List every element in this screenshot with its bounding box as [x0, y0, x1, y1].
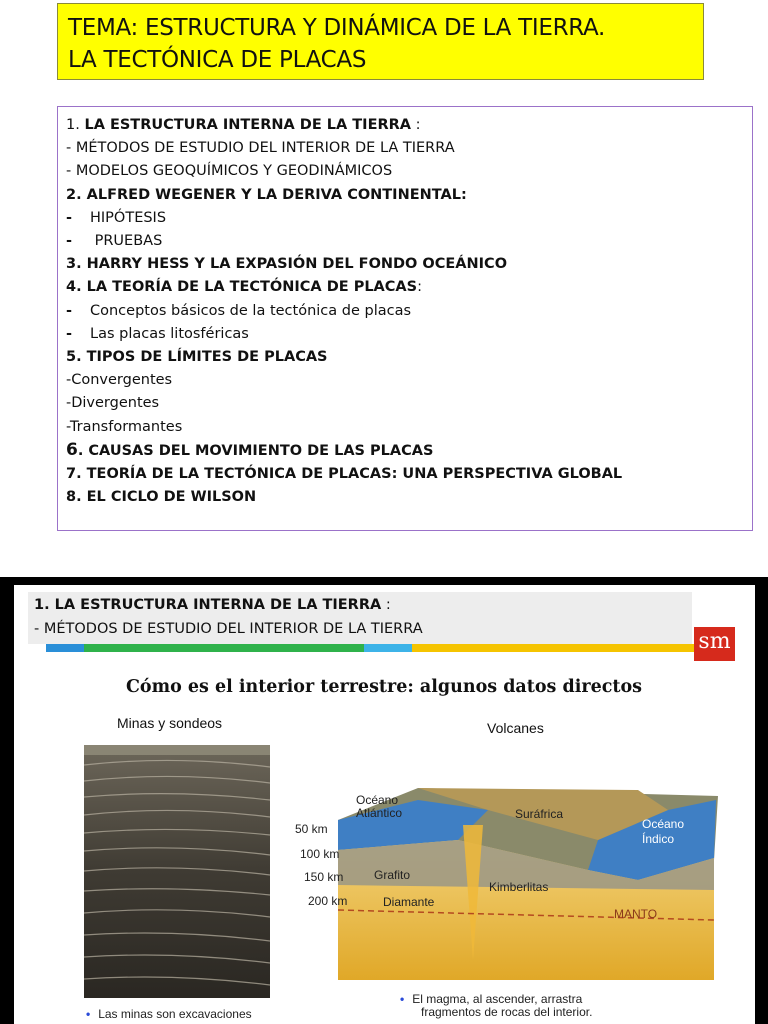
slide-title-line1: TEMA: ESTRUCTURA Y DINÁMICA DE LA TIERRA. [68, 15, 606, 41]
open-pit-mine-image [84, 745, 270, 998]
slide-2-heading [34, 597, 391, 613]
heading-title: LA ESTRUCTURA INTERNA DE LA TIERRA [54, 597, 382, 613]
toc-subitem: -Divergentes [66, 395, 160, 412]
bullet-icon: - [66, 302, 73, 319]
toc-title: LA ESTRUCTURA INTERNA DE LA TIERRA [84, 117, 412, 133]
caption-mines [86, 1008, 252, 1021]
depth-label: 50 km [295, 822, 328, 836]
bullet-icon: - [66, 209, 73, 226]
toc-subitem [66, 207, 744, 230]
toc-item-3 [66, 253, 744, 276]
toc-subitem-label: Conceptos básicos de la tectónica de placas [90, 302, 412, 319]
toc-subitem: - MODELOS GEOQUÍMICOS Y GEODINÁMICOS [66, 163, 393, 180]
caption-volcanoes-line1: El magma, al ascender, arrastra [412, 992, 583, 1006]
volcanoes-heading: Volcanes [487, 720, 544, 736]
mines-heading: Minas y sondeos [117, 715, 223, 731]
toc-num: 6 [66, 439, 78, 460]
heading-tail: : [381, 597, 391, 613]
bullet-icon: - [66, 233, 73, 250]
toc-title: 7. TEORÍA DE LA TECTÓNICA DE PLACAS: UNA PERSPECTIVA GLOBAL [66, 466, 623, 483]
toc-item-6 [66, 439, 744, 463]
toc-subitem [66, 230, 744, 253]
toc-num: 3. [66, 256, 87, 273]
toc-item-4 [66, 276, 744, 299]
toc-subitem-label: PRUEBAS [90, 233, 163, 250]
label-oceano-indico: Océano [642, 817, 685, 831]
toc-subitem-label: HIPÓTESIS [90, 209, 167, 226]
depth-label: 150 km [304, 870, 344, 884]
header-bar-yellow [412, 644, 696, 652]
toc-title: HARRY HESS Y LA EXPASIÓN DEL FONDO OCEÁNICO [86, 256, 508, 273]
toc-title: 2. ALFRED WEGENER Y LA DERIVA CONTINENTAL: [66, 186, 467, 203]
toc-item-2 [66, 184, 744, 207]
header-bar-green [84, 644, 364, 652]
slide-2-subheading: - MÉTODOS DE ESTUDIO DEL INTERIOR DE LA TIERRA [34, 621, 423, 637]
publisher-logo: sm [694, 627, 735, 661]
heading-num: 1. [34, 597, 55, 613]
toc-tail: : [411, 117, 421, 133]
slide-2-header [28, 592, 692, 644]
depth-label: 200 km [308, 894, 348, 908]
caption-mines-text: Las minas son excavaciones [98, 1007, 252, 1021]
bullet-icon: - [66, 325, 73, 342]
bullet-dot-icon: • [86, 1007, 91, 1021]
toc-subitem [66, 300, 744, 323]
toc-tail: : [417, 279, 422, 296]
toc-subitem-label: Las placas litosféricas [90, 325, 249, 342]
caption-volcanoes-line2: fragmentos de rocas del interior. [421, 1005, 593, 1019]
slide-title-box [57, 3, 704, 80]
toc-title: 4. LA TEORÍA DE LA TECTÓNICA DE PLACAS [66, 279, 418, 296]
toc-subitem: -Transformantes [66, 418, 183, 435]
table-of-contents [57, 106, 753, 531]
toc-item-7 [66, 463, 744, 486]
header-bar-blue [46, 644, 84, 652]
figure-title: Cómo es el interior terrestre: algunos datos directos [126, 677, 642, 697]
toc-title: . CAUSAS DEL MOVIMIENTO DE LAS PLACAS [77, 442, 434, 459]
label-surafrica: Suráfrica [515, 807, 564, 821]
label-kimberlitas: Kimberlitas [489, 880, 549, 894]
header-bar-cyan [364, 644, 412, 652]
slide-title-line2: LA TECTÓNICA DE PLACAS [68, 47, 367, 73]
depth-label: 100 km [300, 847, 340, 861]
label-oceano-atlantico-2: Atlántico [356, 806, 403, 820]
label-oceano-indico-2: Índico [642, 832, 675, 846]
label-manto: MANTO [614, 907, 658, 921]
label-diamante: Diamante [383, 895, 435, 909]
toc-subitem: -Convergentes [66, 372, 173, 389]
label-grafito: Grafito [374, 868, 411, 882]
toc-item-5 [66, 346, 744, 369]
toc-subitem [66, 323, 744, 346]
label-oceano-atlantico: Océano [356, 793, 399, 807]
toc-num: 1. [66, 117, 85, 133]
toc-title: 8. EL CICLO DE WILSON [66, 489, 257, 506]
toc-subitem: - MÉTODOS DE ESTUDIO DEL INTERIOR DE LA TIERRA [66, 140, 455, 157]
bullet-dot-icon: • [400, 992, 405, 1006]
toc-item-8 [66, 486, 744, 509]
toc-item-1 [66, 114, 744, 137]
toc-title: 5. TIPOS DE LÍMITES DE PLACAS [66, 349, 328, 366]
